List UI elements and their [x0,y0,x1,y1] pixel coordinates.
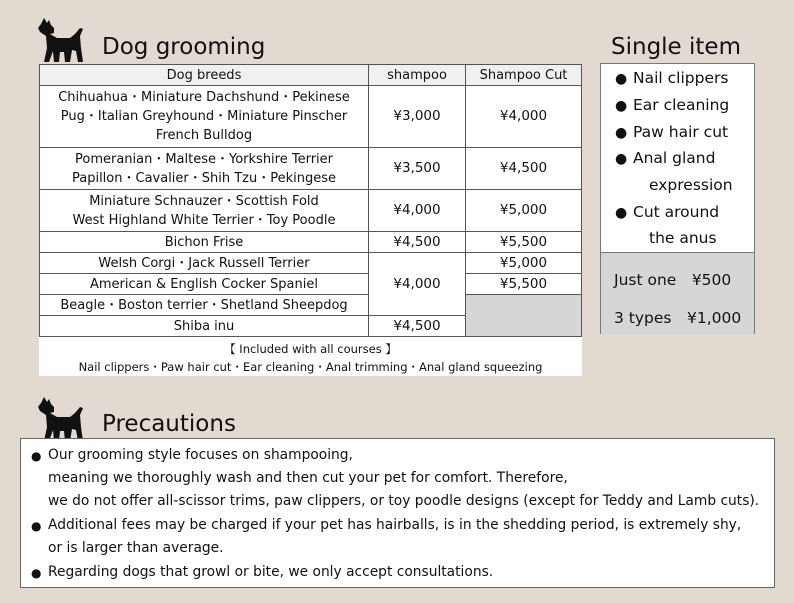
shampoo-price: ¥4,000 [369,253,466,316]
breeds-cell: Pomeranian・Maltese・Yorkshire Terrier Papillon・Cavalier・Shih Tzu・Pekingese [40,148,369,190]
shampoo-cut-price: ¥5,500 [466,274,582,295]
shampoo-cut-price: ¥4,000 [466,86,582,148]
table-row [40,253,582,274]
bullet-icon: ● [615,125,628,141]
grooming-price-table [39,64,582,376]
included-row [40,337,582,377]
precaution-line: meaning we thoroughly wash and then cut your pet for comfort. Therefore, [48,470,568,486]
price-just-one: Just one ¥500 [614,271,732,289]
bullet-icon: ● [31,449,42,463]
table-row [40,295,582,316]
shampoo-price: ¥4,500 [369,316,466,337]
dog-grooming-title: Dog grooming [102,34,266,60]
price-three-types: 3 types ¥1,000 [614,309,742,327]
precaution-line: Regarding dogs that growl or bite, we only accept consultations. [48,564,494,580]
table-row [40,232,582,253]
breeds-cell: Bichon Frise [40,232,369,253]
precaution-line: Our grooming style focuses on shampooing, [48,447,353,463]
shampoo-price: ¥4,000 [369,190,466,232]
shampoo-cut-price: ¥5,000 [466,190,582,232]
header-dog-breeds: Dog breeds [40,65,369,86]
shampoo-price: ¥3,000 [369,86,466,148]
breeds-cell: Miniature Schnauzer・Scottish Fold West Highland White Terrier・Toy Poodle [40,190,369,232]
breeds-cell: Shiba inu [40,316,369,337]
breeds-cell: Welsh Corgi・Jack Russell Terrier [40,253,369,274]
precautions-title: Precautions [102,411,236,437]
empty-price-cell [466,295,582,337]
list-item-continuation: the anus [649,229,717,247]
single-item-title: Single item [611,34,741,60]
bullet-icon: ● [615,151,628,167]
list-item: ● Nail clippers [615,69,729,87]
shampoo-cut-price: ¥5,500 [466,232,582,253]
dog-silhouette-icon [38,18,90,64]
shampoo-price: ¥4,500 [369,232,466,253]
precaution-line: Additional fees may be charged if your pet has hairballs, is in the shedding period, is extremely shy, [48,517,742,533]
bullet-icon: ● [31,519,42,533]
precaution-line: we do not offer all-scissor trims, paw clippers, or toy poodle designs (except for Teddy and Lamb cuts). [48,493,760,509]
header-shampoo-cut: Shampoo Cut [466,65,582,86]
bullet-icon: ● [31,566,42,580]
breeds-cell: Beagle・Boston terrier・Shetland Sheepdog [40,295,369,316]
table-header-row [40,65,582,86]
included-items: Nail clippers・Paw hair cut・Ear cleaning・Anal trimming・Anal gland squeezing [78,360,543,374]
included-title: 【 Included with all courses 】 [224,342,397,356]
single-item-prices [601,252,754,334]
breeds-cell: Chihuahua・Miniature Dachshund・Pekinese Pug・Italian Greyhound・Miniature Pinscher French Bulldog [40,86,369,148]
precaution-line: or is larger than average. [48,540,224,556]
shampoo-price: ¥3,500 [369,148,466,190]
shampoo-cut-price: ¥5,000 [466,253,582,274]
bullet-icon: ● [615,71,628,87]
bullet-icon: ● [615,205,628,221]
precautions-box [20,438,775,588]
single-item-box [600,63,755,334]
bullet-icon: ● [615,98,628,114]
header-shampoo: shampoo [369,65,466,86]
table-row [40,274,582,295]
list-item-continuation: expression [649,176,733,194]
table-row [40,86,582,148]
table-row [40,148,582,190]
list-item: ● Anal gland [615,149,716,167]
single-item-list [601,64,754,250]
included-courses [40,337,582,377]
breeds-cell: American & English Cocker Spaniel [40,274,369,295]
shampoo-cut-price: ¥4,500 [466,148,582,190]
dog-silhouette-icon [38,397,90,443]
list-item: ● Paw hair cut [615,123,729,141]
table-row [40,190,582,232]
list-item: ● Cut around [615,203,720,221]
list-item: ● Ear cleaning [615,96,730,114]
